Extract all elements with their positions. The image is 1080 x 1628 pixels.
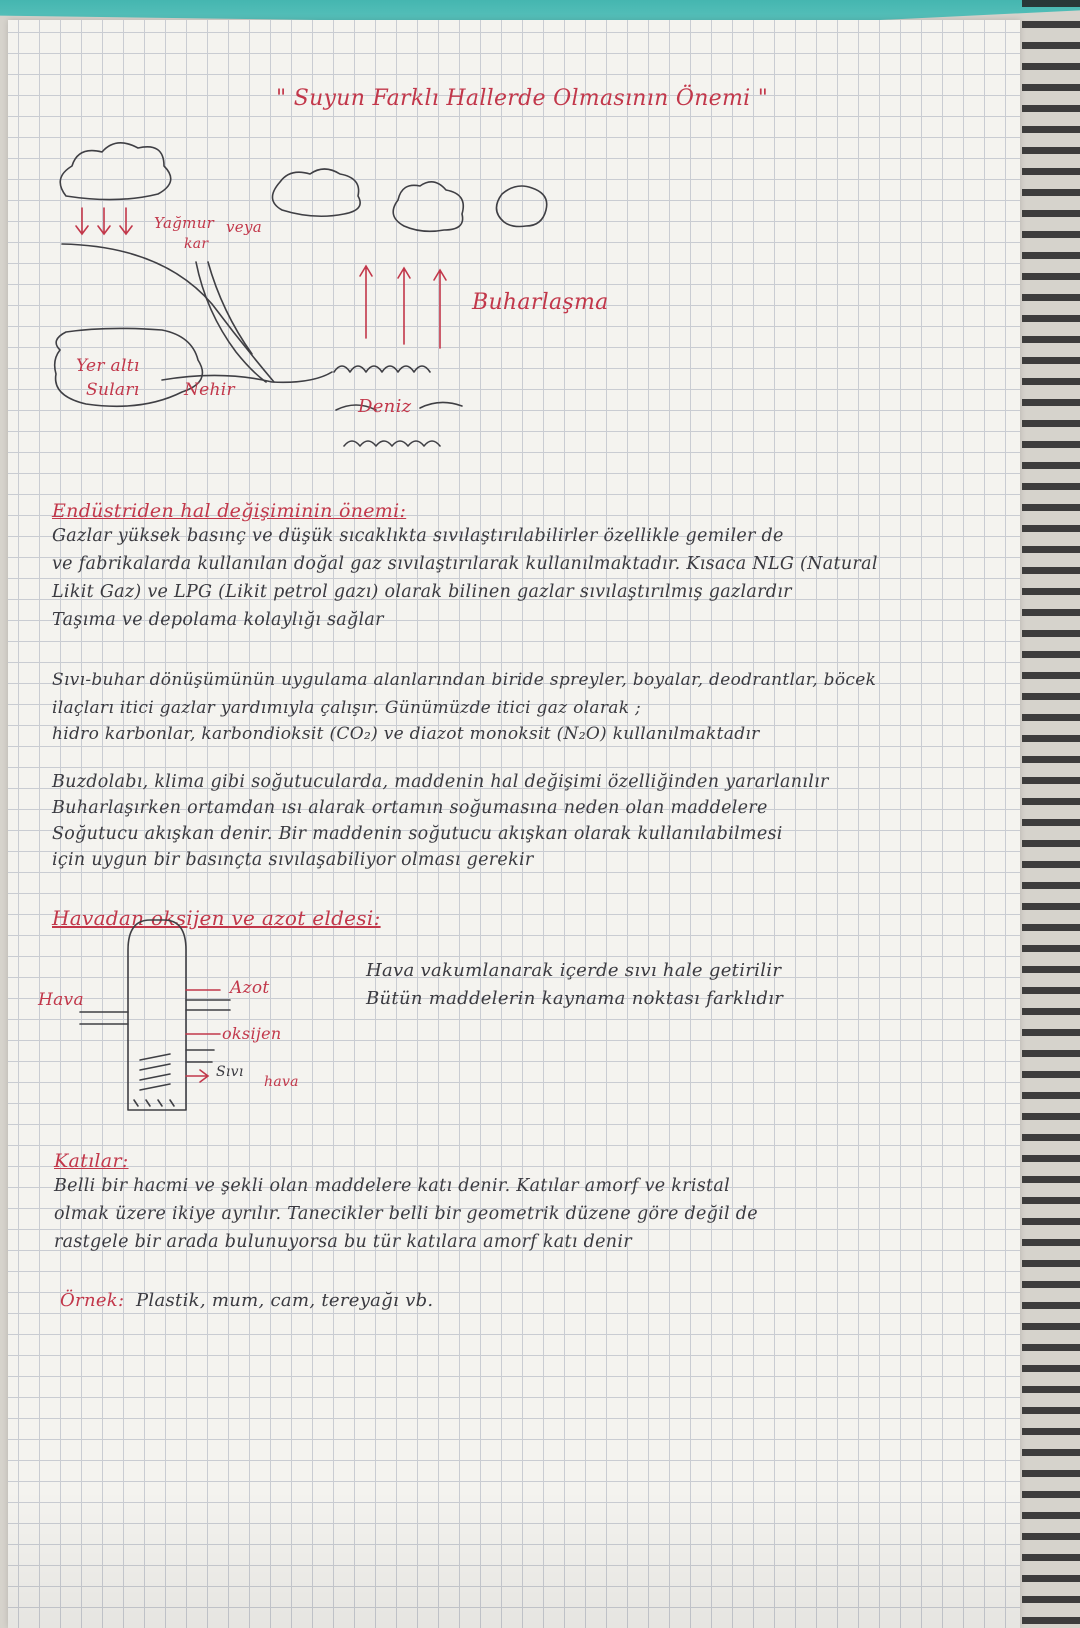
liquid-air-label-1: Sıvı [216, 1064, 244, 1080]
air-heading: Havadan oksijen ve azot eldesi: [52, 906, 381, 930]
solids-line-2: olmak üzere ikiye ayrılır. Tanecikler belli bir geometrik düzene göre değil de [54, 1204, 758, 1224]
rain-label: Yağmur [154, 214, 215, 232]
sprays-line-1: Sıvı-buhar dönüşümünün uygulama alanlarından biride spreyler, boyalar, deodrantlar, böcek [52, 670, 877, 690]
example-text: Plastik, mum, cam, tereyağı vb. [136, 1290, 434, 1311]
industry-line-4: Taşıma ve depolama kolaylığı sağlar [52, 610, 384, 630]
page-title: " Suyun Farklı Hallerde Olmasının Önemi " [276, 86, 769, 111]
groundwater-label-2: Suları [86, 380, 140, 400]
sea-label: Deniz [358, 396, 412, 417]
solids-heading: Katılar: [54, 1150, 129, 1172]
cooling-line-1: Buzdolabı, klima gibi soğutucularda, maddenin hal değişimi özelliğinden yararlanılır [52, 772, 829, 792]
snow-label: kar [184, 236, 209, 252]
evaporation-label: Buharlaşma [472, 290, 609, 315]
air-note-line-2: Bütün maddelerin kaynama noktası farklıdır [366, 988, 784, 1009]
solids-line-3: rastgele bir arada bulunuyorsa bu tür katılara amorf katı denir [54, 1232, 632, 1252]
industry-heading: Endüstriden hal değişiminin önemi: [52, 500, 407, 522]
air-label: Hava [38, 990, 84, 1010]
solids-line-1: Belli bir hacmi ve şekli olan maddelere katı denir. Katılar amorf ve kristal [54, 1176, 730, 1196]
oxygen-label: oksijen [222, 1024, 282, 1043]
example-label: Örnek: [60, 1290, 125, 1311]
groundwater-label-1: Yer altı [76, 356, 140, 376]
rain-suffix-label: veya [226, 218, 262, 236]
nitrogen-label: Azot [230, 978, 270, 998]
cooling-line-2: Buharlaşırken ortamdan ısı alarak ortamın soğumasına neden olan maddelere [52, 798, 768, 818]
industry-line-2: ve fabrikalarda kullanılan doğal gaz sıvılaştırılarak kullanılmaktadır. Kısaca NLG (Natural [52, 554, 878, 574]
cooling-line-3: Soğutucu akışkan denir. Bir maddenin soğutucu akışkan olarak kullanılabilmesi [52, 824, 783, 844]
sprays-line-3: hidro karbonlar, karbondioksit (CO₂) ve diazot monoksit (N₂O) kullanılmaktadır [52, 724, 760, 744]
sprays-line-2: ilaçları itici gazlar yardımıyla çalışır. Günümüzde itici gaz olarak ; [52, 698, 642, 718]
fractional-column [128, 920, 186, 1110]
liquid-air-label-2: hava [264, 1074, 299, 1090]
river-label: Nehir [184, 380, 235, 400]
industry-line-1: Gazlar yüksek basınç ve düşük sıcaklıkta sıvılaştırılabilirler özellikle gemiler de [52, 526, 784, 546]
cooling-line-4: için uygun bir basınçta sıvılaşabiliyor olması gerekir [52, 850, 534, 870]
industry-line-3: Likit Gaz) ve LPG (Likit petrol gazı) olarak bilinen gazlar sıvılaştırılmış gazlardır [52, 582, 792, 602]
air-note-line-1: Hava vakumlanarak içerde sıvı hale getirilir [366, 960, 782, 981]
